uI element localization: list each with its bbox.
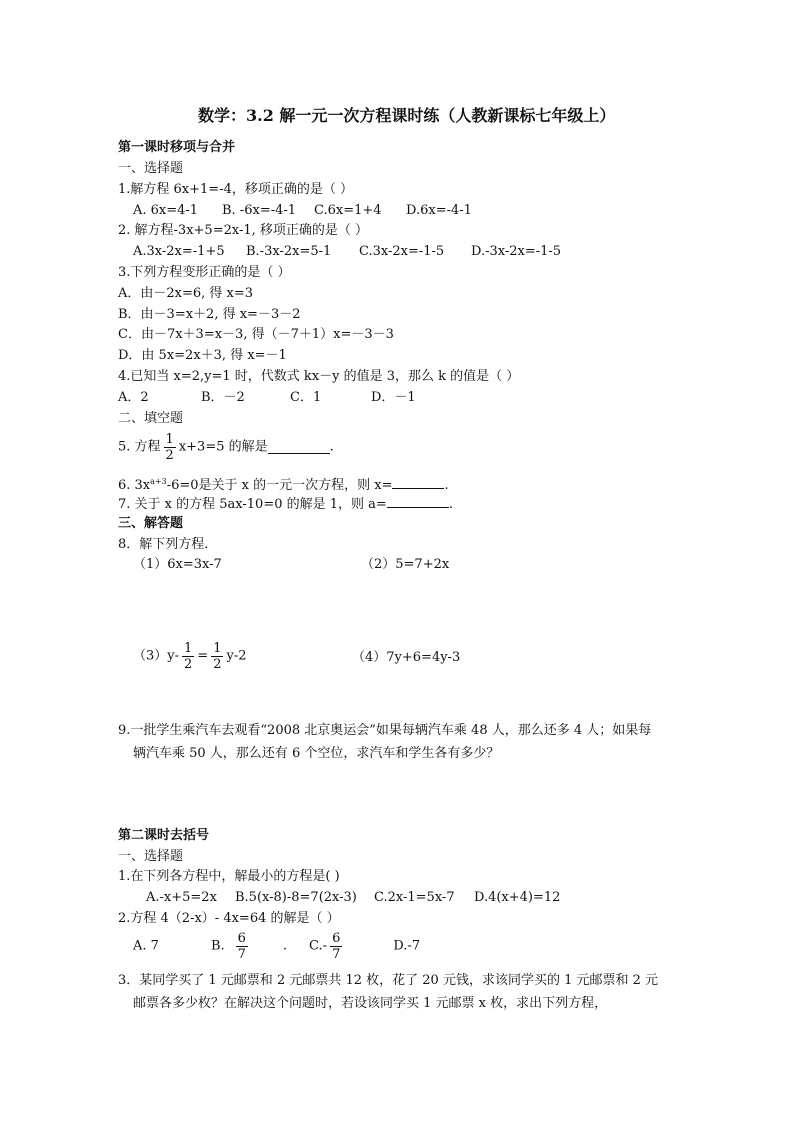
option: B．－2 (201, 390, 245, 405)
exponent: a+3 (150, 477, 167, 486)
question-3-line-2: 邮票各多少枚？在解决这个问题时，若设该同学买 1 元邮票 x 枚，求出下列方程， (133, 996, 608, 1011)
question-3-line-1: 3．某同学买了 1 元邮票和 2 元邮票共 12 枚，花了 20 元钱，求该同学买的 1 元邮票和 2 元 (118, 973, 659, 988)
choice-heading: 一、选择题 (118, 849, 184, 864)
sub-problem-2: （2）5=7+2x (361, 557, 450, 572)
question-6-end: . (444, 478, 449, 493)
option: D．－1 (371, 390, 416, 405)
equals-sign: = (197, 648, 209, 664)
fraction-numerator: 6 (237, 931, 246, 946)
question-3: 3.下列方程变形正确的是（ ） (118, 265, 291, 280)
option: B．由－3=x＋2, 得 x=－3－2 (118, 307, 301, 322)
question-5-pre: 5. 方程 (118, 439, 161, 455)
option: C.- (309, 938, 328, 954)
option: C.6x=1+4 (314, 203, 382, 218)
question-6-pre: 6. 3x (118, 478, 151, 493)
fraction-denominator: 2 (165, 448, 174, 463)
fraction-denominator: 2 (184, 657, 193, 672)
fill-heading: 二、填空题 (118, 411, 184, 426)
answer-blank[interactable] (387, 495, 449, 508)
solve-heading: 三、解答题 (118, 516, 184, 531)
question-6 (118, 474, 449, 494)
question-5-post: x+3=5 的解是 (178, 439, 268, 455)
question-1: 1.在下列各方程中，解最小的方程是( ) (118, 869, 340, 884)
fraction (164, 432, 176, 463)
option: D.4(x+4)=12 (474, 890, 561, 905)
question-2: 2. 解方程-3x+5=2x-1, 移项正确的是（ ） (118, 223, 369, 238)
fraction (236, 931, 248, 962)
option: B. -6x=-4-1 (222, 203, 297, 218)
question-7 (118, 495, 453, 513)
option: D．由 5x=2x＋3, 得 x=－1 (118, 348, 287, 363)
question-9-line-1: 9.一批学生乘汽车去观看“2008 北京奥运会”如果每辆汽车乘 48 人，那么还多 4 人；如果每 (118, 723, 652, 738)
question-1: 1.解方程 6x+1=-4，移项正确的是（ ） (118, 182, 353, 197)
question-6-post: -6=0是关于 x 的一元一次方程，则 x= (166, 478, 393, 493)
section-heading: 第二课时去括号 (118, 828, 210, 843)
option: C.2x-1=5x-7 (374, 890, 455, 905)
option: A．2 (118, 390, 149, 405)
answer-blank[interactable] (268, 441, 330, 454)
fraction-numerator: 1 (165, 432, 174, 447)
sub-problem-3-a: （3）y- (133, 648, 180, 664)
option: A．由－2x=6, 得 x=3 (118, 286, 254, 301)
question-4: 4.已知当 x=2,y=1 时，代数式 kx－y 的值是 3，那么 k 的值是（ ） (118, 369, 520, 384)
option: A.-x+5=2x (146, 890, 217, 905)
option: C.3x-2x=-1-5 (359, 244, 445, 259)
fraction (182, 641, 194, 672)
question-7-pre: 7. 关于 x 的方程 5ax-10=0 的解是 1，则 a= (118, 497, 387, 512)
question-5 (118, 432, 334, 463)
fraction (211, 641, 223, 672)
fraction-numerator: 1 (184, 641, 193, 656)
question-2-options (133, 931, 420, 962)
option: B. (210, 938, 225, 954)
option: A.3x-2x=-1+5 (133, 244, 225, 259)
page-title: 数学：3.2 解一元一次方程课时练（人教新课标七年级上） (198, 106, 616, 125)
sub-problem-3-b: y-2 (226, 648, 247, 664)
option: C．1 (290, 390, 322, 405)
fraction-denominator: 2 (213, 657, 222, 672)
choice-heading: 一、选择题 (118, 161, 184, 176)
question-5-end: . (329, 439, 334, 455)
option: B.5(x-8)-8=7(2x-3) (235, 890, 357, 905)
stray-dot: . (282, 938, 288, 954)
fraction-denominator: 7 (237, 947, 246, 962)
question-8: 8．解下列方程． (118, 537, 218, 552)
option: B.-3x-2x=5-1 (246, 244, 332, 259)
fraction-denominator: 7 (332, 947, 341, 962)
fraction-numerator: 6 (332, 931, 341, 946)
option: A. 7 (133, 938, 159, 954)
question-7-end: . (448, 497, 453, 512)
sub-problem-1: （1）6x=3x-7 (133, 557, 222, 572)
fraction-numerator: 1 (213, 641, 222, 656)
option: D.-7 (393, 938, 421, 954)
section-heading: 第一课时移项与合并 (118, 140, 236, 155)
question-9-line-2: 辆汽车乘 50 人，那么还有 6 个空位，求汽车和学生各有多少？ (133, 746, 500, 761)
sub-problem-3 (133, 641, 247, 672)
answer-blank[interactable] (392, 476, 444, 489)
sub-problem-4: （4）7y+6=4y-3 (352, 650, 461, 665)
fraction (330, 931, 342, 962)
option: D.-3x-2x=-1-5 (471, 244, 562, 259)
option: D.6x=-4-1 (406, 203, 472, 218)
option: A. 6x=4-1 (133, 203, 199, 218)
question-2: 2.方程 4（2-x）- 4x=64 的解是（ ） (118, 911, 340, 926)
option: C．由－7x＋3=x－3, 得（－7＋1）x=－3－3 (118, 327, 394, 342)
